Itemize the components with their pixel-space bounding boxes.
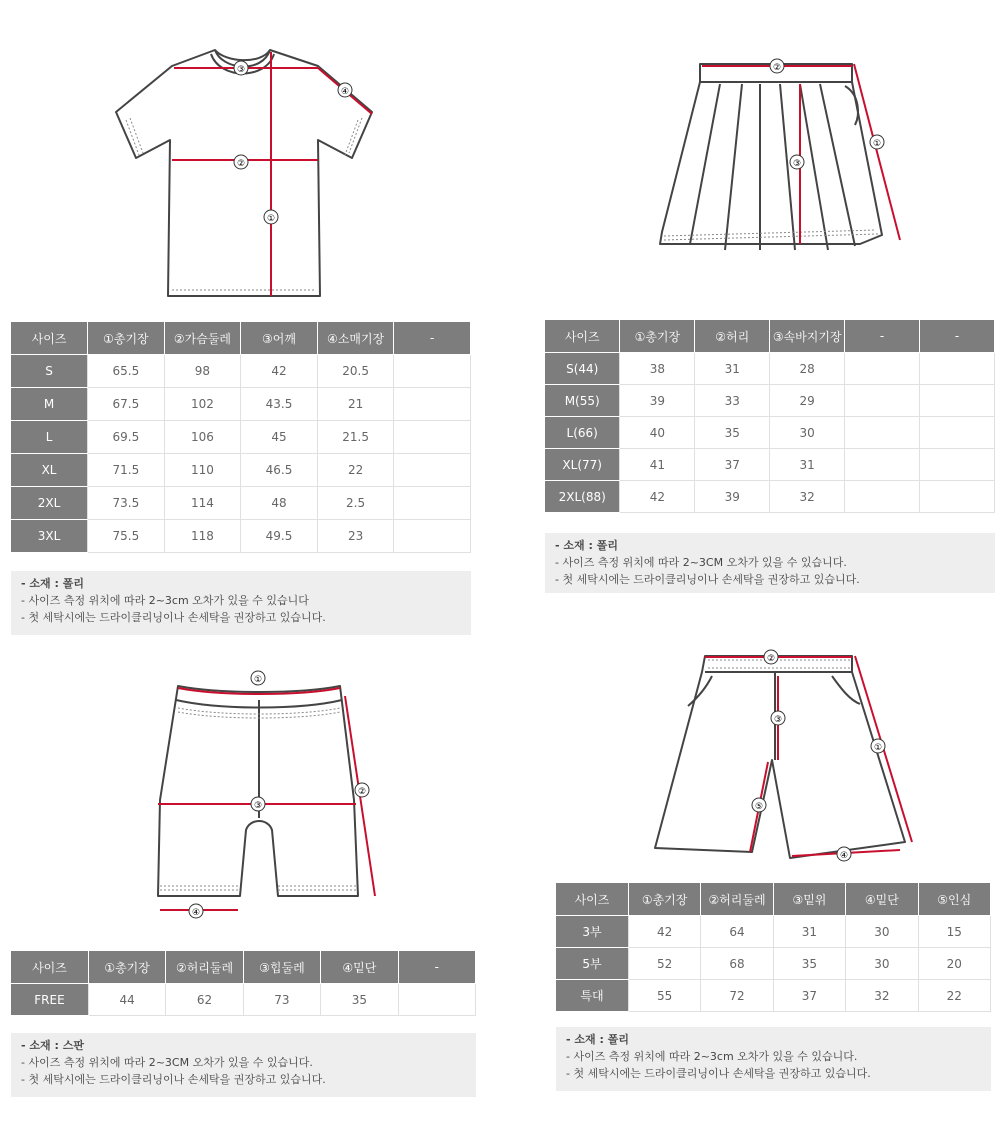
size-value: 15 — [918, 916, 990, 948]
size-value — [845, 353, 920, 385]
size-value: 31 — [773, 916, 845, 948]
elastic-shorts-outline-icon — [655, 656, 905, 858]
size-label: S(44) — [545, 353, 620, 385]
marker-4: ④ — [340, 87, 350, 97]
size-value: 38 — [620, 353, 695, 385]
size-label: S — [11, 355, 88, 388]
size-value: 30 — [846, 916, 918, 948]
table-row — [11, 454, 471, 487]
material-line: - 소재 : 폴리 — [21, 577, 84, 590]
column-header: ①총기장 — [88, 322, 165, 355]
size-value: 22 — [918, 980, 990, 1012]
size-value: 72 — [701, 980, 773, 1012]
table-row — [545, 481, 995, 513]
size-value: 43.5 — [241, 388, 318, 421]
size-value: 37 — [773, 980, 845, 1012]
table-row — [545, 385, 995, 417]
washing-line: - 첫 세탁시에는 드라이클리닝이나 손세탁을 권장하고 있습니다. — [21, 611, 326, 624]
size-value — [920, 481, 995, 513]
size-value: 46.5 — [241, 454, 318, 487]
size-value: 69.5 — [88, 421, 165, 454]
marker-1: ① — [253, 675, 263, 685]
column-header: ④밑단 — [321, 951, 398, 984]
size-value: 23 — [317, 520, 394, 553]
size-value — [920, 353, 995, 385]
column-header: ②허리둘레 — [701, 883, 773, 916]
size-value: 21.5 — [317, 421, 394, 454]
table-header-row — [11, 951, 476, 984]
size-value: 31 — [770, 449, 845, 481]
size-label: 3XL — [11, 520, 88, 553]
size-value — [920, 449, 995, 481]
size-value: 71.5 — [88, 454, 165, 487]
size-value — [920, 417, 995, 449]
table-row — [545, 353, 995, 385]
marker-3: ③ — [792, 159, 802, 169]
table-header-row — [11, 322, 471, 355]
size-value: 30 — [846, 948, 918, 980]
column-header: - — [920, 320, 995, 353]
marker-2: ② — [357, 787, 367, 797]
size-label: 5부 — [556, 948, 628, 980]
size-label: XL — [11, 454, 88, 487]
tshirt-size-table — [11, 322, 471, 553]
size-value: 42 — [628, 916, 700, 948]
size-value: 2.5 — [317, 487, 394, 520]
tshirt-outline-icon — [116, 50, 372, 296]
leggings-size-table — [11, 951, 476, 1016]
size-label: L(66) — [545, 417, 620, 449]
size-value: 64 — [701, 916, 773, 948]
size-value: 48 — [241, 487, 318, 520]
marker-3: ③ — [236, 65, 246, 75]
size-value: 31 — [695, 353, 770, 385]
size-value: 67.5 — [88, 388, 165, 421]
size-label: L — [11, 421, 88, 454]
tolerance-line: - 사이즈 측정 위치에 따라 2~3CM 오차가 있을 수 있습니다. — [555, 556, 847, 569]
marker-4: ④ — [191, 908, 201, 918]
size-value — [845, 417, 920, 449]
column-header: ③속바지기장 — [770, 320, 845, 353]
column-header: ④밑단 — [846, 883, 918, 916]
table-row — [11, 388, 471, 421]
column-header: ②허리둘레 — [166, 951, 243, 984]
column-header: ③어깨 — [241, 322, 318, 355]
shorts-diagram — [645, 645, 920, 865]
column-header: ④소매기장 — [317, 322, 394, 355]
size-value: 35 — [773, 948, 845, 980]
tshirt-notes — [11, 571, 471, 635]
table-row — [545, 449, 995, 481]
material-line: - 소재 : 스판 — [21, 1039, 84, 1052]
shorts-notes — [556, 1027, 991, 1091]
size-value — [394, 421, 471, 454]
size-value: 68 — [701, 948, 773, 980]
table-row — [556, 916, 991, 948]
column-header: ③힙둘레 — [243, 951, 320, 984]
size-value: 35 — [695, 417, 770, 449]
leggings-diagram — [150, 670, 385, 920]
table-row — [556, 980, 991, 1012]
marker-1: ① — [872, 139, 882, 149]
size-value: 30 — [770, 417, 845, 449]
size-value — [845, 449, 920, 481]
size-value — [394, 454, 471, 487]
material-line: - 소재 : 폴리 — [555, 539, 618, 552]
column-header: - — [845, 320, 920, 353]
size-value: 28 — [770, 353, 845, 385]
marker-3: ③ — [773, 715, 783, 725]
size-value: 21 — [317, 388, 394, 421]
column-header: ①총기장 — [88, 951, 165, 984]
skirt-diagram — [650, 50, 920, 265]
size-value: 39 — [620, 385, 695, 417]
column-header: ②허리 — [695, 320, 770, 353]
marker-5: ⑤ — [754, 802, 764, 812]
size-value: 40 — [620, 417, 695, 449]
table-row — [556, 948, 991, 980]
size-value — [394, 520, 471, 553]
size-value: 42 — [241, 355, 318, 388]
column-header: ①총기장 — [620, 320, 695, 353]
size-value: 62 — [166, 984, 243, 1016]
marker-3: ③ — [253, 801, 263, 811]
column-header: 사이즈 — [11, 951, 88, 984]
column-header: 사이즈 — [556, 883, 628, 916]
size-value: 73 — [243, 984, 320, 1016]
size-value — [394, 388, 471, 421]
size-value — [845, 385, 920, 417]
size-value — [845, 481, 920, 513]
marker-2: ② — [772, 63, 782, 73]
size-label: 특대 — [556, 980, 628, 1012]
size-value: 45 — [241, 421, 318, 454]
size-value: 32 — [846, 980, 918, 1012]
marker-2: ② — [766, 654, 776, 664]
table-row — [11, 520, 471, 553]
size-value: 65.5 — [88, 355, 165, 388]
size-value: 33 — [695, 385, 770, 417]
size-value: 102 — [164, 388, 241, 421]
size-label: 3부 — [556, 916, 628, 948]
washing-line: - 첫 세탁시에는 드라이클리닝이나 손세탁을 권장하고 있습니다. — [555, 573, 860, 586]
tolerance-line: - 사이즈 측정 위치에 따라 2~3CM 오차가 있을 수 있습니다. — [21, 1056, 313, 1069]
table-row — [545, 417, 995, 449]
size-value: 49.5 — [241, 520, 318, 553]
size-value: 44 — [88, 984, 165, 1016]
marker-2: ② — [236, 159, 246, 169]
size-label: M — [11, 388, 88, 421]
size-value: 55 — [628, 980, 700, 1012]
size-value: 20.5 — [317, 355, 394, 388]
size-value: 22 — [317, 454, 394, 487]
size-value: 114 — [164, 487, 241, 520]
table-header-row — [556, 883, 991, 916]
size-value: 52 — [628, 948, 700, 980]
size-value: 32 — [770, 481, 845, 513]
size-label: XL(77) — [545, 449, 620, 481]
size-label: 2XL — [11, 487, 88, 520]
column-header: ③밑위 — [773, 883, 845, 916]
column-header: 사이즈 — [11, 322, 88, 355]
column-header: ①총기장 — [628, 883, 700, 916]
table-row — [11, 984, 476, 1016]
size-value — [398, 984, 475, 1016]
size-value: 42 — [620, 481, 695, 513]
size-value: 29 — [770, 385, 845, 417]
size-label: FREE — [11, 984, 88, 1016]
size-value — [920, 385, 995, 417]
shorts-size-table — [556, 883, 991, 1012]
table-row — [11, 355, 471, 388]
tolerance-line: - 사이즈 측정 위치에 따라 2~3cm 오차가 있을 수 있습니다 — [21, 594, 309, 607]
size-value: 41 — [620, 449, 695, 481]
table-row — [11, 421, 471, 454]
washing-line: - 첫 세탁시에는 드라이클리닝이나 손세탁을 권장하고 있습니다. — [566, 1067, 871, 1080]
size-value: 73.5 — [88, 487, 165, 520]
leggings-notes — [11, 1033, 476, 1097]
size-value: 110 — [164, 454, 241, 487]
material-line: - 소재 : 폴리 — [566, 1033, 629, 1046]
size-value — [394, 487, 471, 520]
column-header: - — [394, 322, 471, 355]
size-value: 39 — [695, 481, 770, 513]
skirt-notes — [545, 533, 995, 593]
skirt-size-table — [545, 320, 995, 513]
size-label: M(55) — [545, 385, 620, 417]
table-row — [11, 487, 471, 520]
marker-1: ① — [266, 214, 276, 224]
tshirt-diagram — [110, 40, 390, 310]
marker-4: ④ — [839, 851, 849, 861]
size-value: 20 — [918, 948, 990, 980]
column-header: 사이즈 — [545, 320, 620, 353]
table-header-row — [545, 320, 995, 353]
size-value: 37 — [695, 449, 770, 481]
tolerance-line: - 사이즈 측정 위치에 따라 2~3cm 오차가 있을 수 있습니다. — [566, 1050, 858, 1063]
washing-line: - 첫 세탁시에는 드라이클리닝이나 손세탁을 권장하고 있습니다. — [21, 1073, 326, 1086]
size-value: 75.5 — [88, 520, 165, 553]
size-value: 35 — [321, 984, 398, 1016]
marker-1: ① — [873, 743, 883, 753]
size-value: 118 — [164, 520, 241, 553]
size-label: 2XL(88) — [545, 481, 620, 513]
column-header: ⑤인심 — [918, 883, 990, 916]
size-value: 106 — [164, 421, 241, 454]
size-value: 98 — [164, 355, 241, 388]
size-value — [394, 355, 471, 388]
column-header: ②가슴둘레 — [164, 322, 241, 355]
column-header: - — [398, 951, 475, 984]
